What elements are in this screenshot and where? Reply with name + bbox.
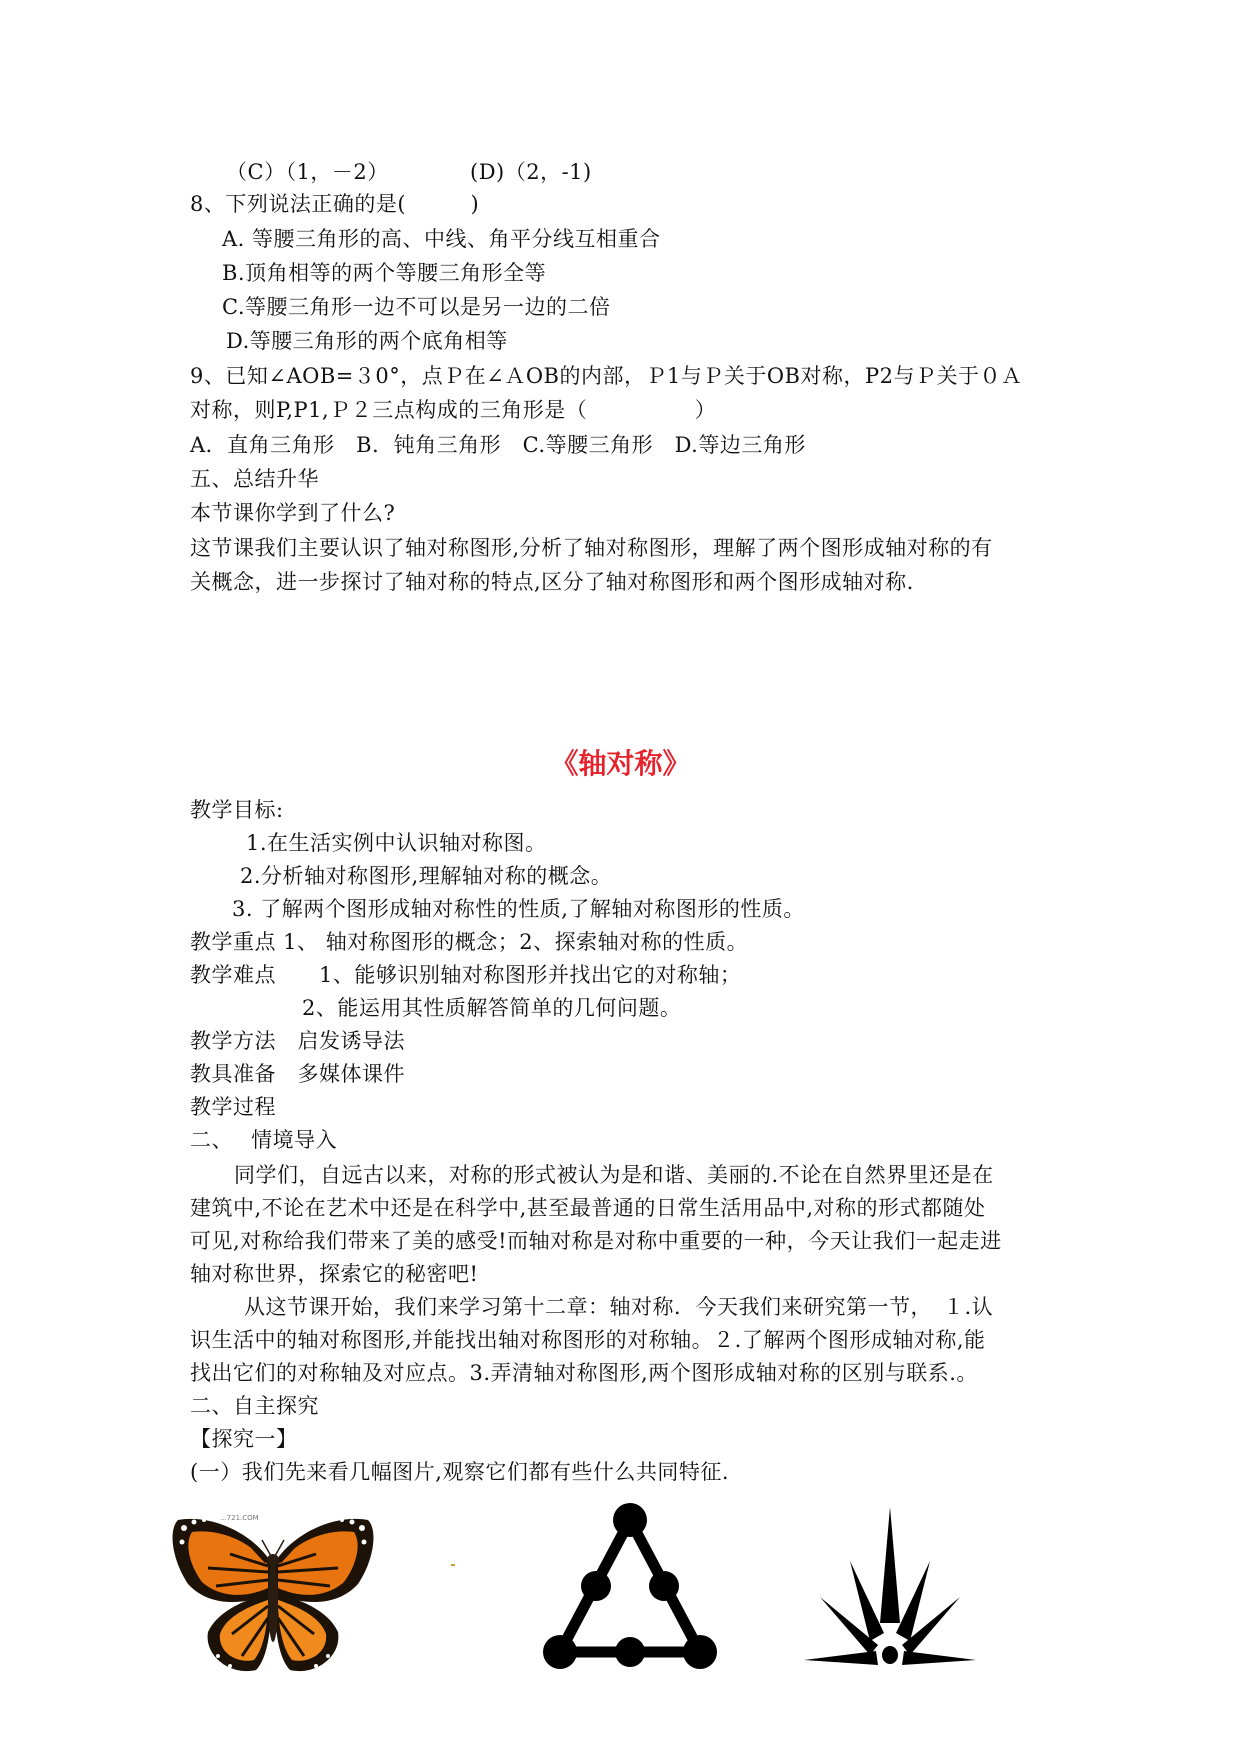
spike-symmetric-figure <box>800 1505 980 1670</box>
explore-one-label: 【探究一】 <box>190 1427 298 1451</box>
chapter-paragraph-line3: 找出它们的对称轴及对应点。3.弄清轴对称图形,两个图形成轴对称的区别与联系.。 <box>190 1361 978 1385</box>
question-8-option-b: B.顶角相等的两个等腰三角形全等 <box>222 261 547 285</box>
question-8-stem: 8、下列说法正确的是( ) <box>190 192 480 216</box>
difficulty-2: 2、能运用其性质解答简单的几何问题。 <box>302 996 682 1020</box>
intro-paragraph-line2: 建筑中,不论在艺术中还是在科学中,甚至最普通的日常生活用品中,对称的形式都随处 <box>190 1196 986 1220</box>
question-8-option-d: D.等腰三角形的两个底角相等 <box>226 329 508 353</box>
goal-1: 1.在生活实例中认识轴对称图。 <box>246 831 547 855</box>
section-explore-heading: 二、自主探究 <box>190 1394 319 1418</box>
question-9-stem-line1: 9、已知∠AOB=３0°，点Ｐ在∠ＡOB的内部，Ｐ1与Ｐ关于OB对称，P2与Ｐ关于０Ａ <box>190 364 1023 388</box>
question-9-stem-line2: 对称，则P,P1,Ｐ２三点构成的三角形是（ ） <box>190 398 717 422</box>
difficulty-1: 教学难点 1、能够识别轴对称图形并找出它的对称轴； <box>190 963 742 987</box>
goals-label: 教学目标: <box>190 798 284 822</box>
intro-paragraph-line3: 可见,对称给我们带来了美的感受!而轴对称是对称中重要的一种，今天让我们一起走进 <box>190 1229 1002 1253</box>
chapter-paragraph-line2: 识生活中的轴对称图形,并能找出轴对称图形的对称轴。２.了解两个图形成轴对称,能 <box>190 1328 986 1352</box>
summary-paragraph-line1: 这节课我们主要认识了轴对称图形,分析了轴对称图形，理解了两个图形成轴对称的有 <box>190 536 993 560</box>
intro-paragraph-line1: 同学们，自远古以来，对称的形式被认为是和谐、美丽的.不论在自然界里还是在 <box>234 1163 994 1187</box>
summary-paragraph-line2: 关概念，进一步探讨了轴对称的特点,区分了轴对称图形和两个图形成轴对称. <box>190 570 914 594</box>
question-9-options: A．直角三角形 B．钝角三角形 C.等腰三角形 D.等边三角形 <box>190 433 806 457</box>
stray-mark <box>451 1564 455 1566</box>
explore-one-text: (一）我们先来看几幅图片,观察它们都有些什么共同特征. <box>190 1460 730 1484</box>
key-points: 教学重点 1、 轴对称图形的概念；2、探索轴对称的性质。 <box>190 930 749 954</box>
section-intro-heading: 二、 情境导入 <box>190 1128 338 1152</box>
option-d: (D)（2，-1) <box>470 160 592 184</box>
butterfly-image <box>168 1510 378 1680</box>
lesson-title: 《轴对称》 <box>550 747 691 780</box>
teaching-process: 教学过程 <box>190 1095 276 1119</box>
teaching-tools: 教具准备 多媒体课件 <box>190 1062 405 1086</box>
watermark-text: ...721.COM <box>220 1514 259 1522</box>
teaching-method: 教学方法 启发诱导法 <box>190 1029 405 1053</box>
intro-paragraph-line4: 轴对称世界，探索它的秘密吧! <box>190 1262 479 1286</box>
goal-2: 2.分析轴对称图形,理解轴对称的概念。 <box>240 864 613 888</box>
question-8-option-c: C.等腰三角形一边不可以是另一边的二倍 <box>222 295 611 319</box>
option-c: （C）（1，－2） <box>226 160 389 184</box>
triangle-dots-figure <box>540 1502 720 1672</box>
chapter-paragraph-line1: 从这节课开始，我们来学习第十二章：轴对称．今天我们来研究第一节， １.认 <box>244 1295 994 1319</box>
summary-question: 本节课你学到了什么? <box>190 501 396 525</box>
summary-heading: 五、总结升华 <box>190 467 319 491</box>
question-8-option-a: A. 等腰三角形的高、中线、角平分线互相重合 <box>222 227 661 251</box>
goal-3: 3. 了解两个图形成轴对称性的性质,了解轴对称图形的性质。 <box>232 897 805 921</box>
